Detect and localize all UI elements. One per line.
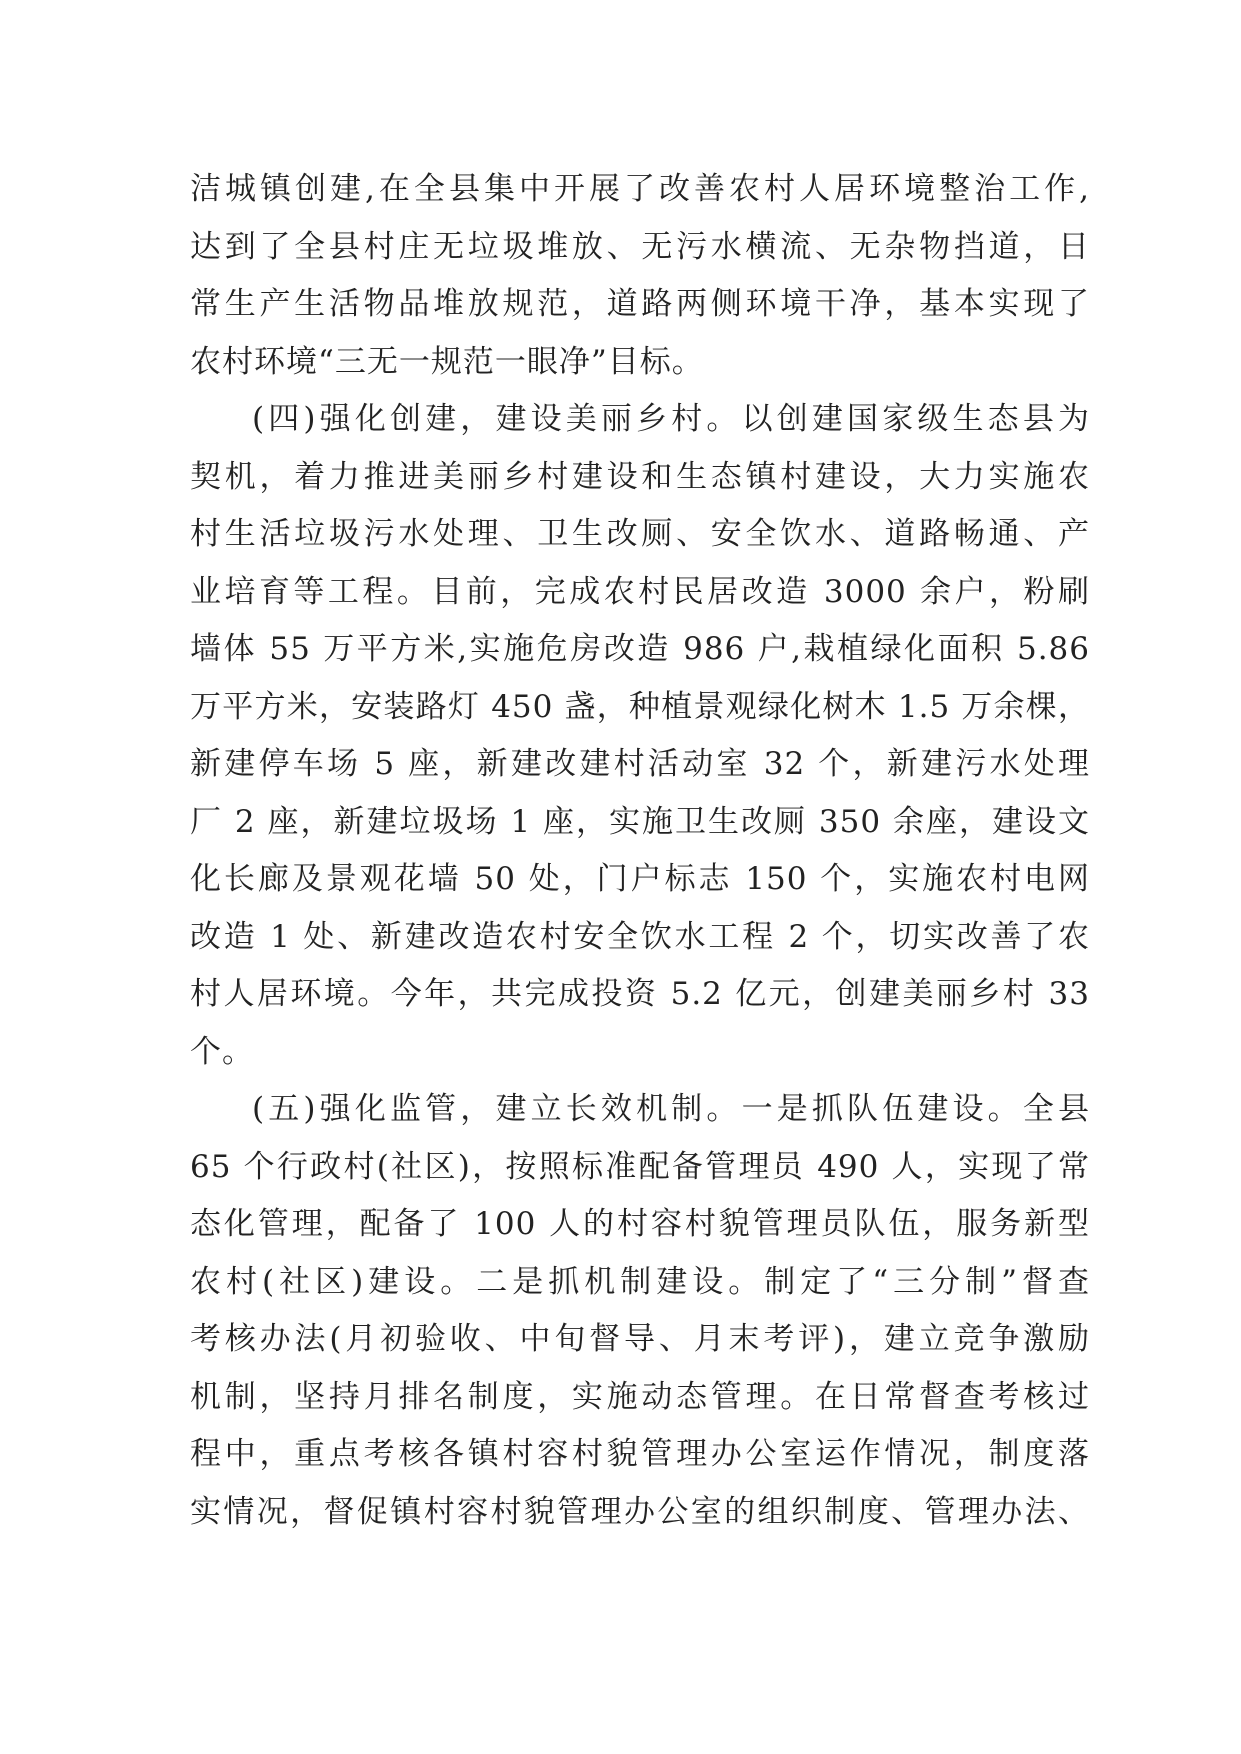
text-line: 村人居环境。今年，共完成投资 5.2 亿元，创建美丽乡村 33	[190, 976, 1090, 1012]
text-line: 契机，着力推进美丽乡村建设和生态镇村建设，大力实施农	[190, 458, 1090, 495]
paragraph-2	[190, 391, 1090, 1081]
text-line: 化长廊及景观花墙 50 处，门户标志 150 个，实施农村电网	[190, 861, 1090, 897]
text-line: 考核办法(月初验收、中旬督导、月末考评)，建立竞争激励	[190, 1321, 1090, 1357]
text-line: 农村环境“三无一规范一眼净”目标。	[190, 343, 704, 380]
body-text	[190, 161, 1090, 1541]
text-line: (五)强化监管，建立长效机制。一是抓队伍建设。全县	[252, 1091, 1090, 1127]
text-line: 程中，重点考核各镇村容村貌管理办公室运作情况，制度落	[190, 1436, 1090, 1472]
text-line: 墙体 55 万平方米,实施危房改造 986 户,栽植绿化面积 5.86	[190, 631, 1090, 667]
text-line: 厂 2 座，新建垃圾场 1 座，实施卫生改厕 350 余座，建设文	[190, 803, 1090, 840]
text-line: 村生活垃圾污水处理、卫生改厕、安全饮水、道路畅通、产	[190, 516, 1090, 552]
text-line: 农村(社区)建设。二是抓机制建设。制定了“三分制”督查	[190, 1263, 1090, 1300]
text-line: 实情况，督促镇村容村貌管理办公室的组织制度、管理办法、	[190, 1493, 1090, 1530]
text-line: 常生产生活物品堆放规范，道路两侧环境干净，基本实现了	[190, 286, 1090, 322]
text-line: 改造 1 处、新建改造农村安全饮水工程 2 个，切实改善了农	[190, 918, 1090, 955]
text-line: 65 个行政村(社区)，按照标准配备管理员 490 人，实现了常	[190, 1148, 1090, 1185]
paragraph-1	[190, 161, 1090, 391]
text-line: (四)强化创建，建设美丽乡村。以创建国家级生态县为	[252, 401, 1090, 437]
text-line: 机制，坚持月排名制度，实施动态管理。在日常督查考核过	[190, 1378, 1090, 1415]
text-line: 新建停车场 5 座，新建改建村活动室 32 个，新建污水处理	[190, 746, 1090, 782]
text-line: 洁城镇创建,在全县集中开展了改善农村人居环境整治工作,	[190, 171, 1090, 207]
text-line: 万平方米，安装路灯 450 盏，种植景观绿化树木 1.5 万余棵，	[190, 688, 1090, 725]
text-line: 态化管理，配备了 100 人的村容村貌管理员队伍，服务新型	[190, 1206, 1090, 1242]
text-line: 业培育等工程。目前，完成农村民居改造 3000 余户，粉刷	[190, 573, 1090, 610]
text-line: 个。	[190, 1033, 254, 1070]
paragraph-3	[190, 1081, 1090, 1541]
text-line: 达到了全县村庄无垃圾堆放、无污水横流、无杂物挡道，日	[190, 228, 1090, 265]
